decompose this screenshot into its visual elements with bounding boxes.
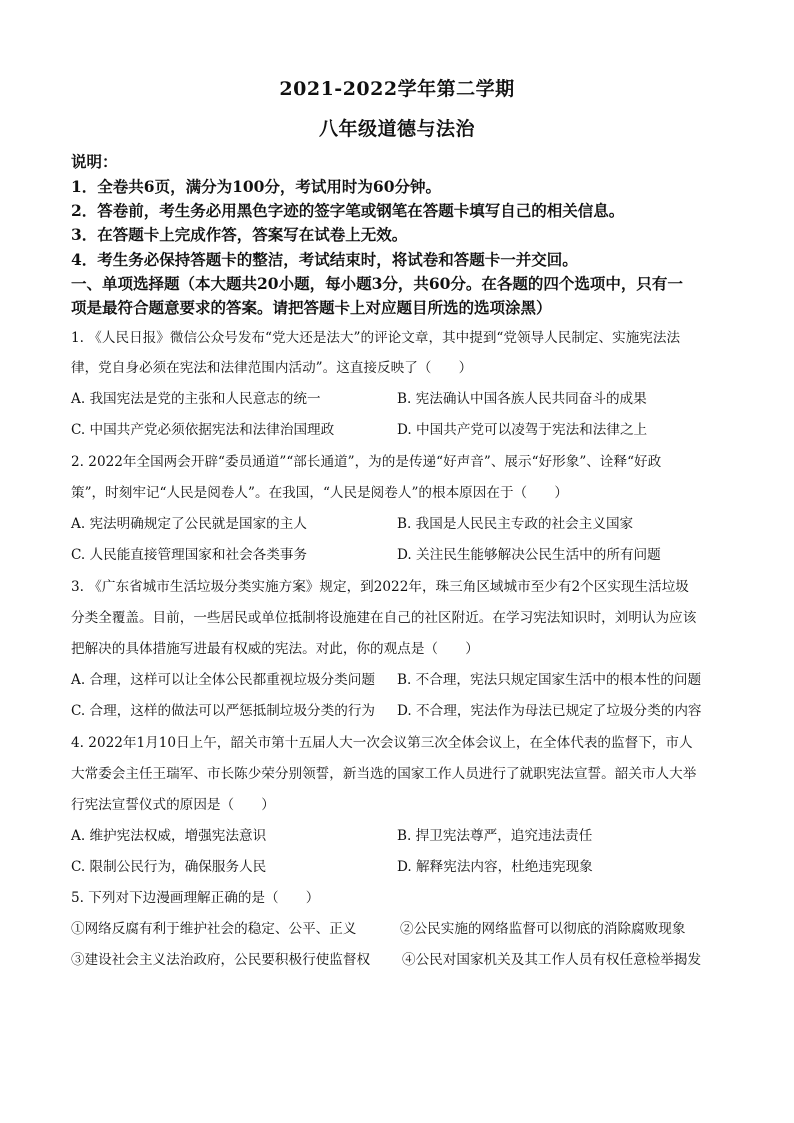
option-b: B. 不合理，宪法只规定国家生活中的根本性的问题 (397, 672, 702, 688)
question-stem: 5. 下列对下边漫画理解正确的是（ ） (71, 890, 320, 906)
option-c: C. 限制公民行为，确保服务人民 (71, 859, 267, 875)
question-stem: 律，党自身必须在宪法和法律范围内活动”。这直接反映了（ ） (71, 360, 473, 376)
option-b: B. 宪法确认中国各族人民共同奋斗的成果 (397, 391, 647, 407)
option-d: D. 关注民生能够解决公民生活中的所有问题 (397, 547, 661, 563)
question-stem: 行宪法宣誓仪式的原因是（ ） (71, 797, 275, 813)
instruction-item: 4．考生务必保持答题卡的整洁，考试结束时，将试卷和答题卡一并交回。 (71, 250, 578, 269)
option-b: B. 捍卫宪法尊严，追究违法责任 (397, 828, 593, 844)
option-d: D. 解释宪法内容，杜绝违宪现象 (397, 859, 593, 875)
instruction-item: 1．全卷共6页，满分为100分，考试用时为60分钟。 (71, 177, 441, 196)
option-a: A. 我国宪法是党的主张和人民意志的统一 (71, 391, 321, 407)
option-a: A. 维护宪法权威，增强宪法意识 (71, 828, 267, 844)
question-stem: 2. 2022年全国两会开辟“委员通道”“部长通道”，为的是传递“好声音”、展示“好形象”、诠释“好政 (71, 454, 662, 470)
section-heading: 项是最符合题意要求的答案。请把答题卡上对应题目所选的选项涂黑） (71, 298, 552, 317)
instruction-item: 2．答卷前，考生务必用黑色字迹的签字笔或钢笔在答题卡填写自己的相关信息。 (71, 201, 625, 220)
option-d: D. 不合理，宪法作为母法已规定了垃圾分类的内容 (397, 703, 702, 719)
option-c: C. 人民能直接管理国家和社会各类事务 (71, 547, 308, 563)
exam-subject: 八年级道德与法治 (318, 118, 475, 140)
instruction-item: 3．在答题卡上完成作答，答案写在试卷上无效。 (71, 225, 408, 244)
option-c: C. 中国共产党必须依据宪法和法律治国理政 (71, 422, 335, 438)
question-stem: 1. 《人民日报》微信公众号发布“党大还是法大”的评论文章，其中提到“党领导人民制定、实施宪法法 (71, 330, 681, 346)
option-2: ②公民实施的网络监督可以彻底的消除腐败现象 (400, 921, 686, 937)
option-1: ①网络反腐有利于维护社会的稳定、公平、正义 (71, 921, 357, 937)
question-stem: 4. 2022年1月10日上午，韶关市第十五届人大一次会议第三次全体会议上，在全体代表的监督下，市人 (71, 735, 693, 751)
option-3: ③建设社会主义法治政府，公民要积极行使监督权 (71, 952, 371, 968)
option-a: A. 合理，这样可以让全体公民都重视垃圾分类问题 (71, 672, 375, 688)
option-c: C. 合理，这样的做法可以严惩抵制垃圾分类的行为 (71, 703, 376, 719)
instructions-heading: 说明： (71, 152, 118, 171)
question-stem: 大常委会主任王瑞军、市长陈少荣分别领誓，新当选的国家工作人员进行了就职宪法宣誓。韶关市人大举 (71, 766, 697, 782)
section-heading: 一、单项选择题（本大题共20小题，每小题3分，共60分。在各题的四个选项中，只有一 (71, 274, 683, 293)
question-stem: 分类全覆盖。目前，一些居民或单位抵制将设施建在自己的社区附近。在学习宪法知识时，刘明认为应该 (71, 610, 697, 626)
exam-title: 2021-2022学年第二学期 (279, 78, 515, 100)
question-stem: 把解决的具体措施写进最有权威的宪法。对此，你的观点是（ ） (71, 641, 479, 657)
option-4: ④公民对国家机关及其工作人员有权任意检举揭发 (402, 952, 702, 968)
question-stem: 3. 《广东省城市生活垃圾分类实施方案》规定，到2022年，珠三角区域城市至少有2个区实现生活垃圾 (71, 579, 689, 595)
option-a: A. 宪法明确规定了公民就是国家的主人 (71, 516, 307, 532)
option-b: B. 我国是人民民主专政的社会主义国家 (397, 516, 634, 532)
question-stem: 策”，时刻牢记“人民是阅卷人”。在我国，“人民是阅卷人”的根本原因在于（ ） (71, 485, 568, 501)
option-d: D. 中国共产党可以凌驾于宪法和法律之上 (397, 422, 648, 438)
